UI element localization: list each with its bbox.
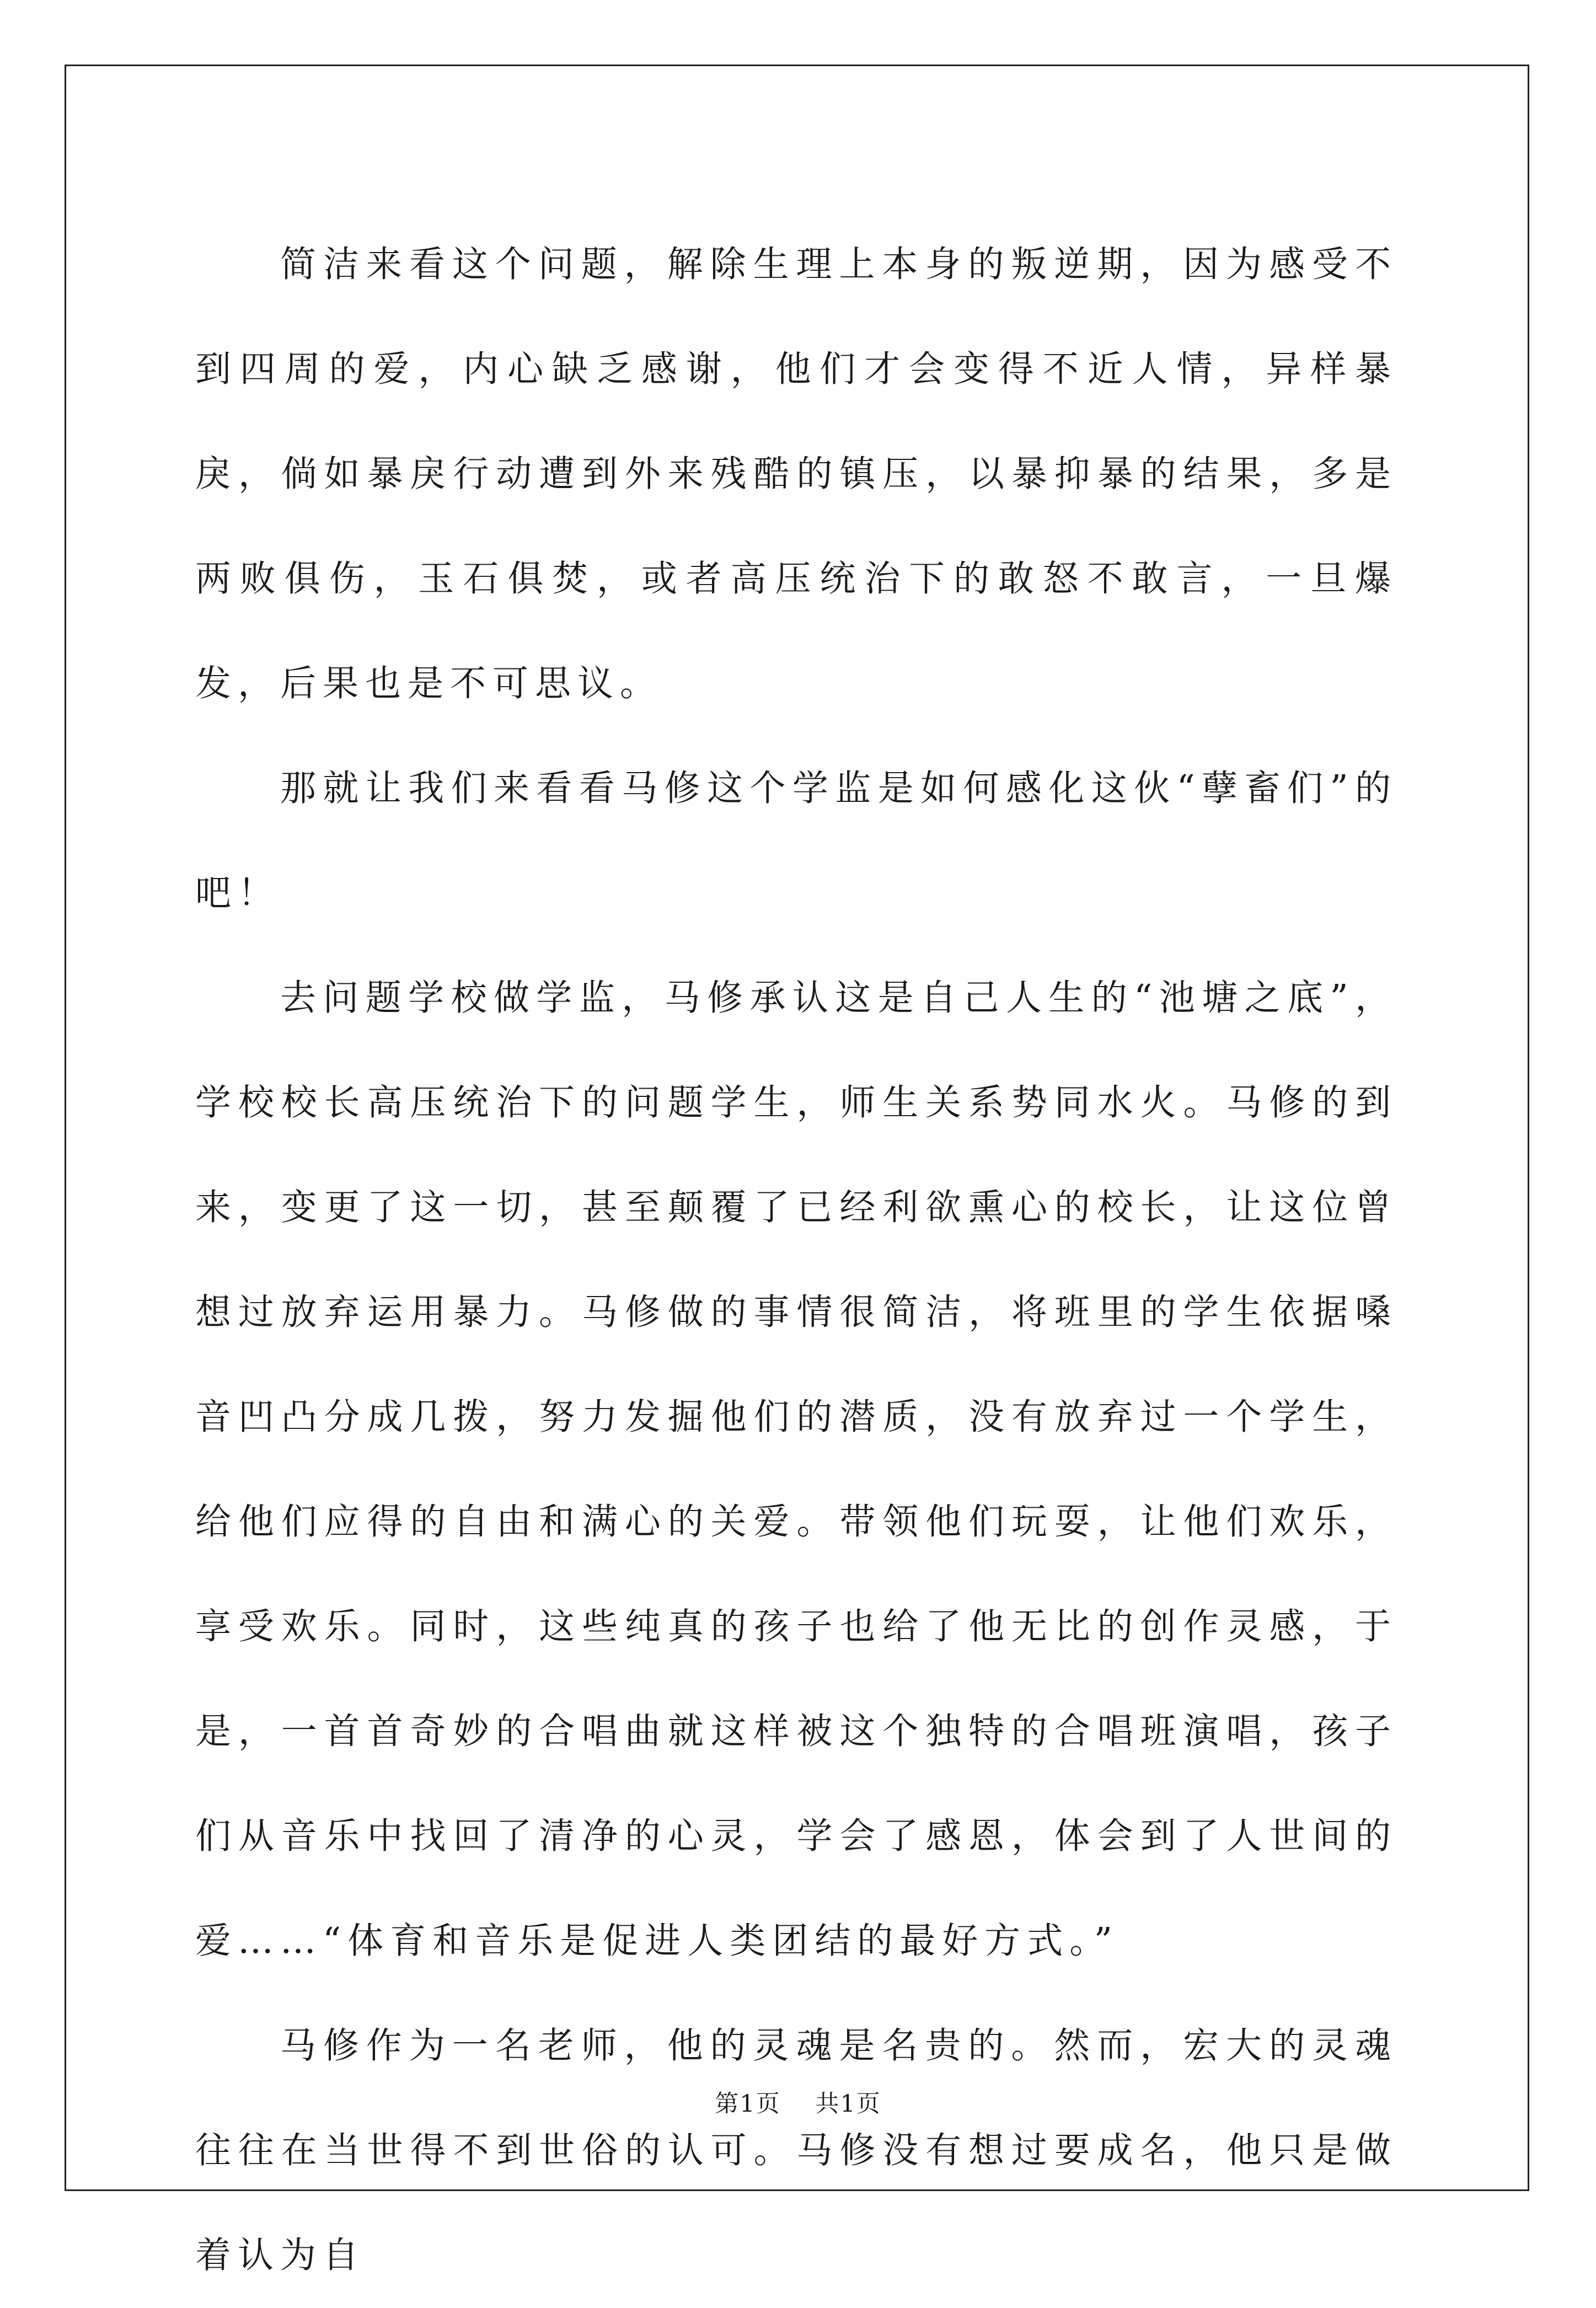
page-footer <box>0 2089 1596 2119</box>
document-body <box>195 212 1397 2308</box>
page-number: 第1页 <box>715 2090 781 2118</box>
paragraph-3: 去问题学校做学监，马修承认这是自己人生的“池塘之底”，学校校长高压统治下的问题学生，师生关系势同水火。马修的到来，变更了这一切，甚至颠覆了已经利欲熏心的校长，让这位曾想过放弃运用暴力。马修做的事情很简洁，将班里的学生依据嗓音凹凸分成几拨，努力发掘他们的潜质，没有放弃过一个学生，给他们应得的自由和满心的关爱。带领他们玩耍，让他们欢乐，享受欢乐。同时，这些纯真的孩子也给了他无比的创作灵感，于是，一首首奇妙的合唱曲就这样被这个独特的合唱班演唱，孩子们从音乐中找回了清净的心灵，学会了感恩，体会到了人世间的爱……“体育和音乐是促进人类团结的最好方式。” <box>195 977 1397 1962</box>
paragraph-4: 马修作为一名老师，他的灵魂是名贵的。然而，宏大的灵魂往往在当世得不到世俗的认可。马修没有想过要成名，他只是做着认为自 <box>195 2025 1397 2276</box>
paragraph-1: 简洁来看这个问题，解除生理上本身的叛逆期，因为感受不到四周的爱，内心缺乏感谢，他们才会变得不近人情，异样暴戾，倘如暴戾行动遭到外来残酷的镇压，以暴抑暴的结果，多是两败俱伤，玉石俱焚，或者高压统治下的敢怒不敢言，一旦爆发，后果也是不可思议。 <box>195 244 1397 704</box>
paragraph-2: 那就让我们来看看马修这个学监是如何感化这伙“孽畜们”的吧！ <box>195 768 1397 914</box>
footer-gap <box>781 2090 816 2118</box>
page-total: 共1页 <box>815 2090 881 2118</box>
